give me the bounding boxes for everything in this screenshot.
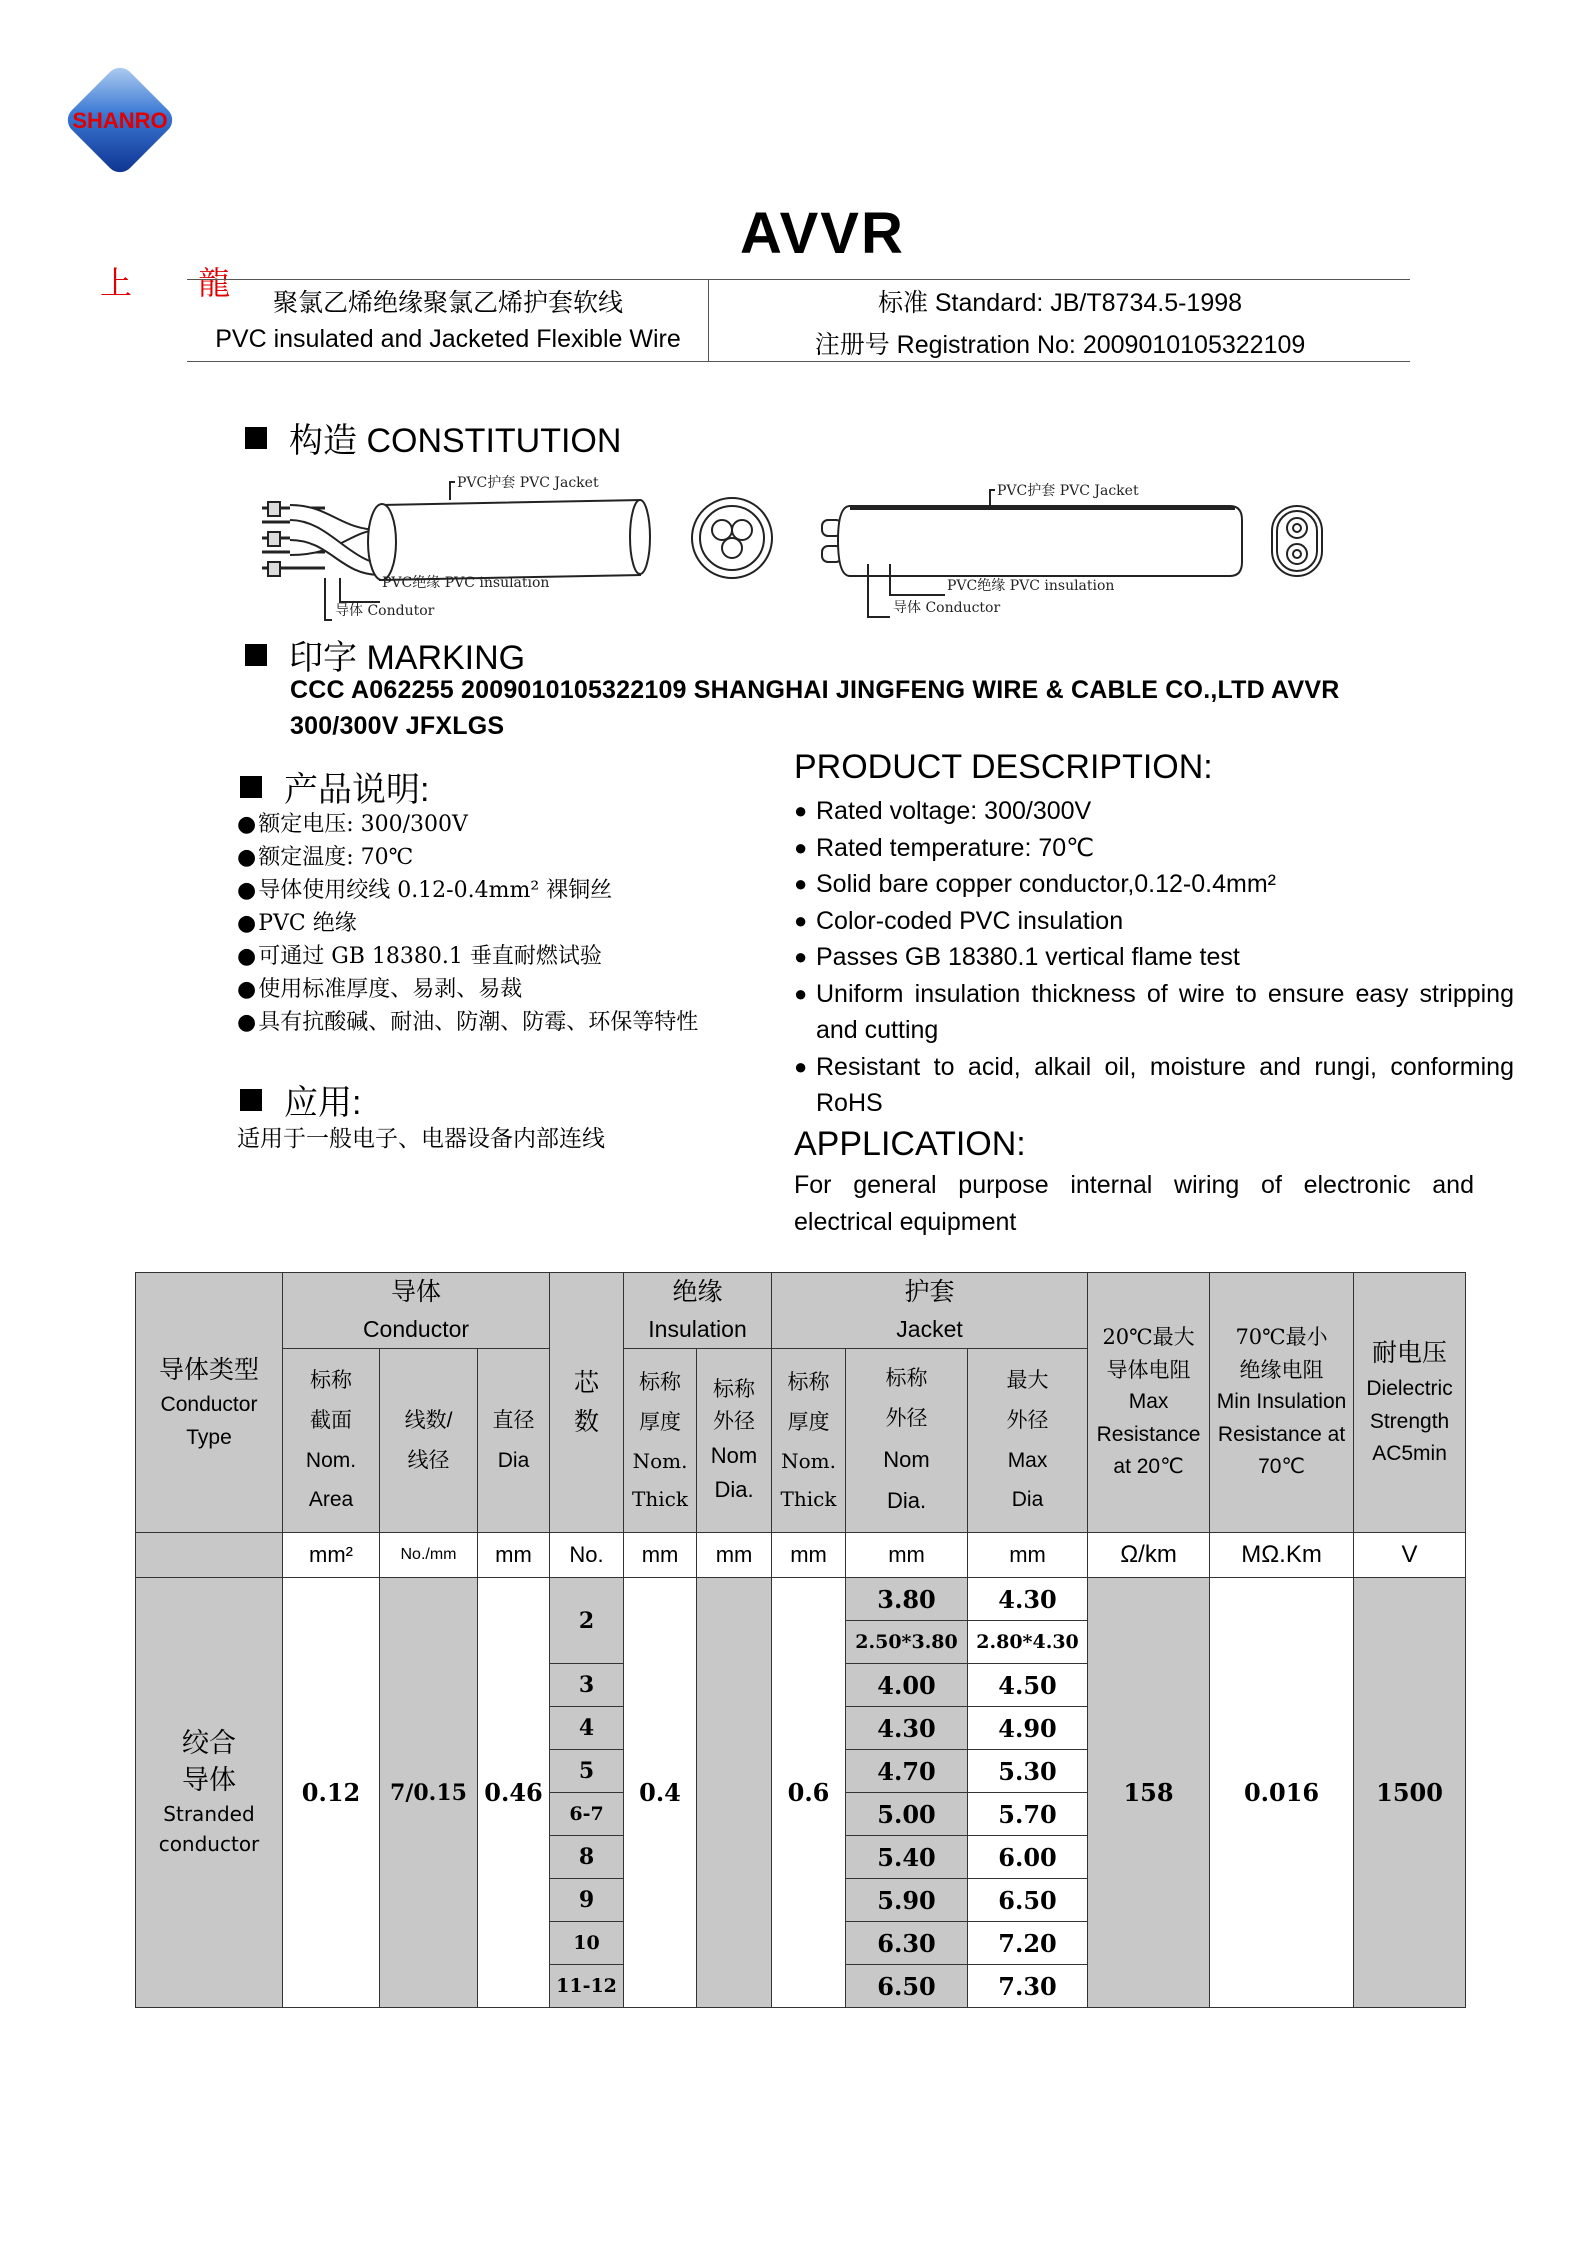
jacket-nom-value: 4.30 bbox=[846, 1707, 968, 1750]
cores-value: 3 bbox=[550, 1664, 624, 1707]
unit-cell: mm bbox=[968, 1533, 1088, 1578]
desc-cn-heading: 产品说明: bbox=[240, 762, 429, 811]
svg-text:SHANRO: SHANRO bbox=[72, 108, 168, 133]
jacket-max-value: 6.50 bbox=[968, 1879, 1088, 1922]
svg-text:PVC绝缘 PVC insulation: PVC绝缘 PVC insulation bbox=[947, 578, 1115, 594]
jacket-nom-value: 4.00 bbox=[846, 1664, 968, 1707]
marking-text: CCC A062255 2009010105322109 SHANGHAI JINGFENG WIRE & CABLE CO.,LTD AVVR 300/300V JFXLGS bbox=[290, 676, 1340, 740]
app-en-text: For general purpose internal wiring of electronic and electrical equipment bbox=[794, 1171, 1474, 1236]
h-dia: 直径 Dia bbox=[478, 1349, 550, 1533]
desc-en-item: ● Uniform insulation thickness of wire to ensure easy stripping and cutting bbox=[794, 976, 1514, 1049]
jacket-max-value: 5.30 bbox=[968, 1750, 1088, 1793]
desc-cn-item: ●具有抗酸碱、耐油、防潮、防霉、环保等特性 bbox=[237, 1010, 699, 1035]
desc-en-item: ● Resistant to acid, alkail oil, moisture and rungi, conforming RoHS bbox=[794, 1049, 1514, 1122]
app-en-heading: APPLICATION: bbox=[794, 1125, 1026, 1163]
h-insulation: 绝缘 Insulation bbox=[624, 1273, 772, 1349]
dielectric-value: 1500 bbox=[1354, 1578, 1466, 2008]
units-row bbox=[136, 1533, 1466, 1578]
ins-dia-value bbox=[697, 1578, 772, 2008]
desc-cn-item: ●额定温度: 70℃ bbox=[237, 845, 414, 870]
h-cores: 芯数 bbox=[550, 1273, 624, 1533]
svg-text:导体 Conductor: 导体 Conductor bbox=[893, 600, 1001, 616]
shanro-logo bbox=[55, 55, 185, 185]
desc-en-item: ● Color-coded PVC insulation bbox=[794, 903, 1514, 940]
cable-construction-diagram bbox=[250, 470, 1350, 630]
desc-en-item: ● Passes GB 18380.1 vertical flame test bbox=[794, 939, 1514, 976]
max-resistance-value: 158 bbox=[1088, 1578, 1210, 2008]
jacket-max-value: 4.50 bbox=[968, 1664, 1088, 1707]
jacket-nom-value: 5.00 bbox=[846, 1793, 968, 1836]
cores-value: 11-12 bbox=[550, 1965, 624, 2008]
desc-cn-item: ●导体使用绞线 0.12-0.4mm² 裸铜丝 bbox=[237, 878, 613, 903]
jacket-thick-value: 0.6 bbox=[772, 1578, 846, 2008]
header-top-line bbox=[187, 279, 1410, 280]
constitution-heading: 构造 CONSTITUTION bbox=[245, 413, 621, 462]
jacket-max-value: 2.80*4.30 bbox=[968, 1621, 1088, 1664]
registration-no: 注册号 Registration No: 2009010105322109 bbox=[814, 331, 1306, 359]
header-bottom-line bbox=[187, 361, 1410, 362]
svg-text:PVC护套 PVC Jacket: PVC护套 PVC Jacket bbox=[457, 475, 599, 491]
unit-cell: No./mm bbox=[380, 1533, 478, 1578]
desc-en-item: ● Solid bare copper conductor,0.12-0.4mm² bbox=[794, 866, 1514, 903]
unit-cell: No. bbox=[550, 1533, 624, 1578]
h-min-insulation: 70℃最小绝缘电阻 Min Insulation Resistance at 70℃ bbox=[1210, 1273, 1354, 1533]
h-ins-dia: 标称外径 Nom Dia. bbox=[697, 1349, 772, 1533]
h-jacket-thick: 标称厚度 Nom. Thick bbox=[772, 1349, 846, 1533]
h-jacket: 护套 Jacket bbox=[772, 1273, 1088, 1349]
desc-en-item: ● Rated voltage: 300/300V bbox=[794, 793, 1514, 830]
product-name-en: PVC insulated and Jacketed Flexible Wire bbox=[215, 325, 681, 353]
strand-value: 7/0.15 bbox=[380, 1578, 478, 2008]
unit-cell: mm bbox=[478, 1533, 550, 1578]
h-nom-area: 标称截面 Nom. Area bbox=[283, 1349, 380, 1533]
cores-value: 5 bbox=[550, 1750, 624, 1793]
jacket-nom-value: 6.50 bbox=[846, 1965, 968, 2008]
h-conductor: 导体 Conductor bbox=[283, 1273, 550, 1349]
unit-cell: Ω/km bbox=[1088, 1533, 1210, 1578]
cores-value: 10 bbox=[550, 1922, 624, 1965]
desc-cn-item: ●可通过 GB 18380.1 垂直耐燃试验 bbox=[237, 944, 602, 969]
cores-value: 6-7 bbox=[550, 1793, 624, 1836]
unit-cell: mm bbox=[697, 1533, 772, 1578]
table-row bbox=[136, 1578, 1466, 1621]
ins-thick-value: 0.4 bbox=[624, 1578, 697, 2008]
min-insulation-value: 0.016 bbox=[1210, 1578, 1354, 2008]
marking-heading: 印字 MARKING bbox=[245, 630, 525, 679]
h-conductor-type: 导体类型 Conductor Type bbox=[136, 1273, 283, 1533]
product-title: AVVR bbox=[740, 201, 905, 266]
desc-cn-item: ●额定电压: 300/300V bbox=[237, 812, 468, 837]
cores-value: 4 bbox=[550, 1707, 624, 1750]
svg-text:PVC护套 PVC Jacket: PVC护套 PVC Jacket bbox=[997, 483, 1139, 499]
desc-cn-item: ●使用标准厚度、易剥、易裁 bbox=[237, 977, 523, 1002]
app-cn-heading: 应用: bbox=[240, 1075, 361, 1124]
svg-text:导体 Condutor: 导体 Condutor bbox=[335, 603, 435, 619]
desc-en-list bbox=[794, 793, 1514, 1122]
nom-area-value: 0.12 bbox=[283, 1578, 380, 2008]
dia-value: 0.46 bbox=[478, 1578, 550, 2008]
logo-cn-text: 上 龍 bbox=[100, 264, 259, 302]
unit-cell: mm bbox=[846, 1533, 968, 1578]
unit-cell: mm bbox=[772, 1533, 846, 1578]
desc-en-item: ● Rated temperature: 70℃ bbox=[794, 830, 1514, 867]
unit-cell: V bbox=[1354, 1533, 1466, 1578]
jacket-nom-value: 2.50*3.80 bbox=[846, 1621, 968, 1664]
h-ins-thick: 标称厚度 Nom. Thick bbox=[624, 1349, 697, 1533]
jacket-nom-value: 5.40 bbox=[846, 1836, 968, 1879]
jacket-nom-value: 4.70 bbox=[846, 1750, 968, 1793]
jacket-max-value: 4.90 bbox=[968, 1707, 1088, 1750]
jacket-max-value: 7.30 bbox=[968, 1965, 1088, 2008]
unit-cell: mm bbox=[624, 1533, 697, 1578]
spec-table bbox=[135, 1272, 1466, 2008]
jacket-nom-value: 6.30 bbox=[846, 1922, 968, 1965]
h-max-resistance: 20℃最大导体电阻 Max Resistance at 20℃ bbox=[1088, 1273, 1210, 1533]
svg-text:PVC绝缘 PVC insulation: PVC绝缘 PVC insulation bbox=[382, 575, 550, 591]
app-cn-text: 适用于一般电子、电器设备内部连线 bbox=[237, 1126, 605, 1152]
h-dielectric: 耐电压 Dielectric Strength AC5min bbox=[1354, 1273, 1466, 1533]
desc-cn-list bbox=[237, 808, 698, 1039]
header-divider bbox=[708, 279, 709, 361]
cores-value: 8 bbox=[550, 1836, 624, 1879]
jacket-max-value: 6.00 bbox=[968, 1836, 1088, 1879]
jacket-max-value: 7.20 bbox=[968, 1922, 1088, 1965]
cores-value: 2 bbox=[550, 1578, 624, 1664]
jacket-max-value: 4.30 bbox=[968, 1578, 1088, 1621]
unit-cell: MΩ.Km bbox=[1210, 1533, 1354, 1578]
product-name-cn: 聚氯乙烯绝缘聚氯乙烯护套软线 bbox=[272, 289, 623, 317]
jacket-nom-value: 3.80 bbox=[846, 1578, 968, 1621]
standard: 标准 Standard: JB/T8734.5-1998 bbox=[877, 289, 1243, 317]
jacket-nom-value: 5.90 bbox=[846, 1879, 968, 1922]
desc-cn-item: ●PVC 绝缘 bbox=[237, 911, 357, 936]
h-jacket-max: 最大外径 Max Dia bbox=[968, 1349, 1088, 1533]
cores-value: 9 bbox=[550, 1879, 624, 1922]
h-jacket-nom: 标称外径 Nom Dia. bbox=[846, 1349, 968, 1533]
desc-en-heading: PRODUCT DESCRIPTION: bbox=[794, 748, 1213, 786]
h-strand: 线数/线径 bbox=[380, 1349, 478, 1533]
jacket-max-value: 5.70 bbox=[968, 1793, 1088, 1836]
unit-cell: mm² bbox=[283, 1533, 380, 1578]
conductor-type-cell: 绞合导体 Stranded conductor bbox=[136, 1578, 283, 2008]
